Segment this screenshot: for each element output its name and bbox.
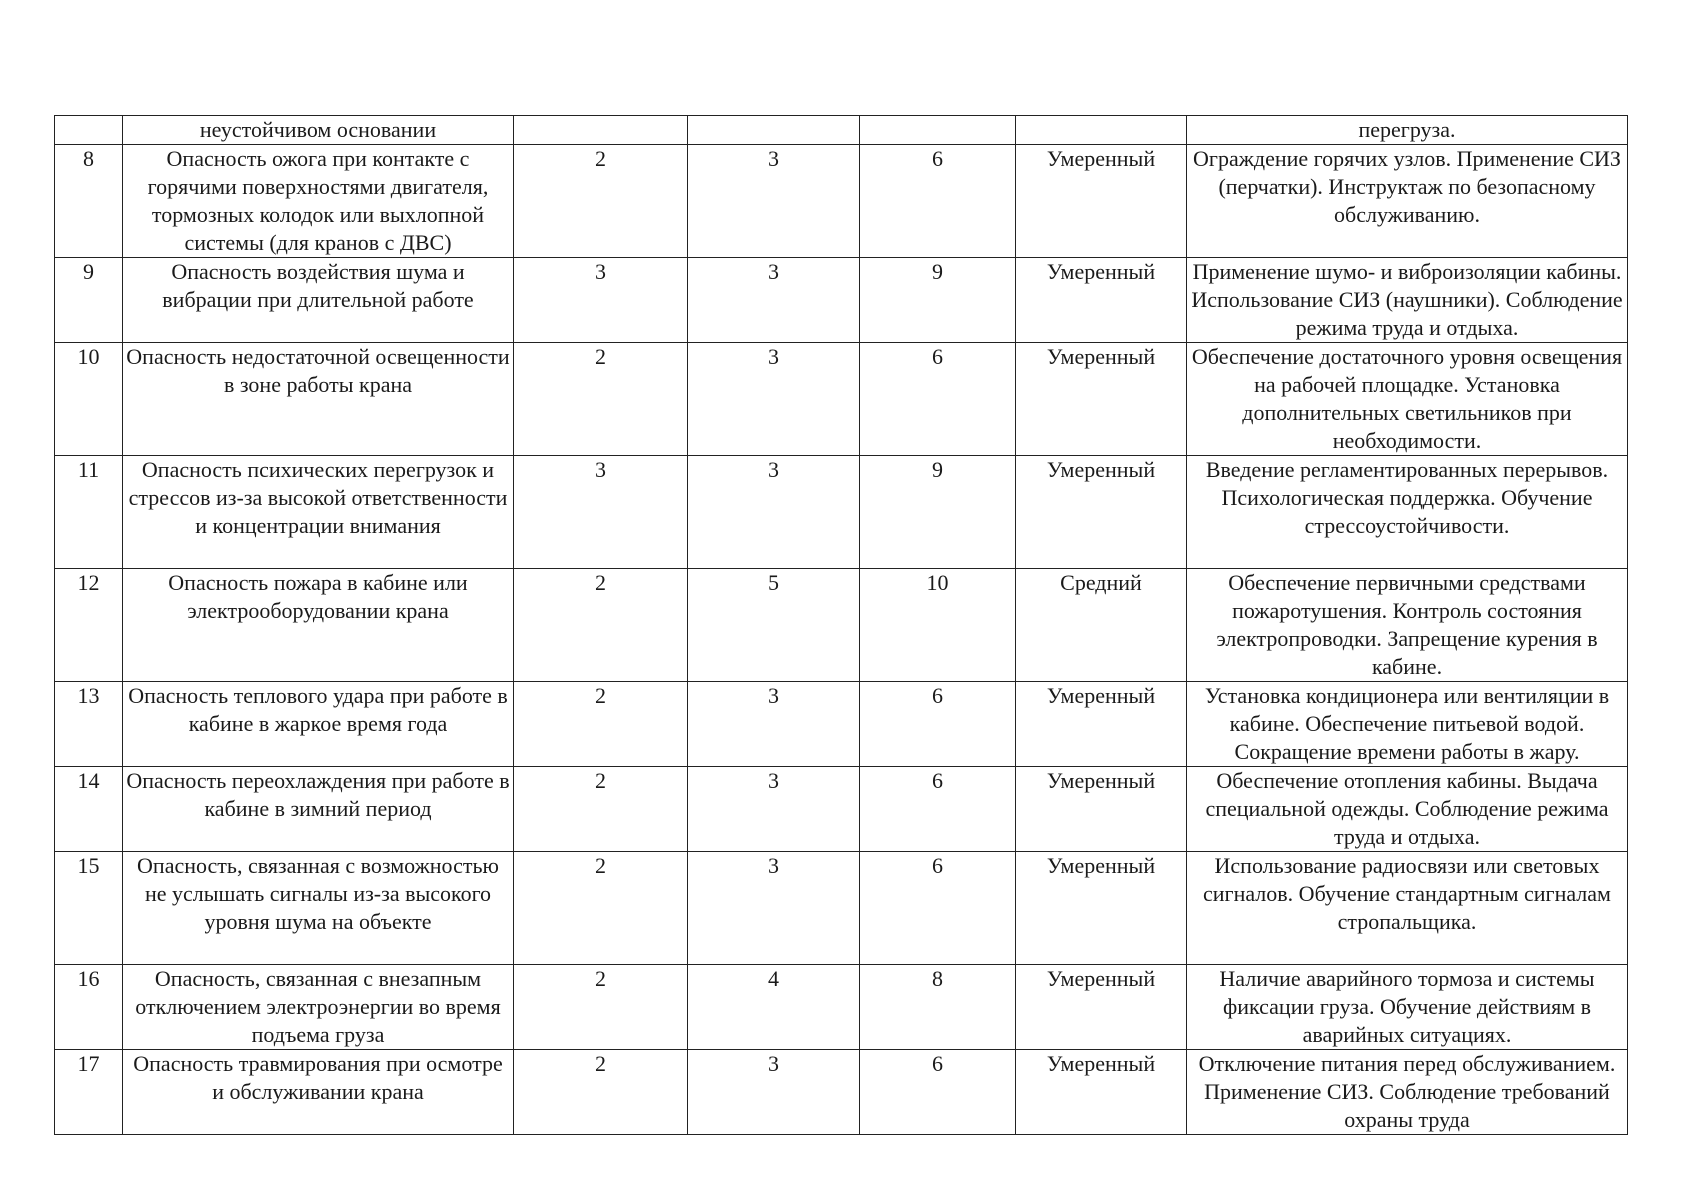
hazard-cell: Опасность пожара в кабине или электрооборудовании крана bbox=[123, 569, 514, 682]
measures-cell: Обеспечение первичными средствами пожаротушения. Контроль состояния электропроводки. Запрещение курения в кабине. bbox=[1187, 569, 1628, 682]
probability-cell bbox=[514, 116, 688, 145]
table-row bbox=[55, 1050, 1628, 1135]
probability-cell: 2 bbox=[514, 767, 688, 852]
measures-cell: Обеспечение достаточного уровня освещения на рабочей площадке. Установка дополнительных светильников при необходимости. bbox=[1187, 343, 1628, 456]
measures-cell: Установка кондиционера или вентиляции в кабине. Обеспечение питьевой водой. Сокращение времени работы в жару. bbox=[1187, 682, 1628, 767]
hazard-cell: Опасность переохлаждения при работе в кабине в зимний период bbox=[123, 767, 514, 852]
row-number-cell: 16 bbox=[55, 965, 123, 1050]
severity-cell: 3 bbox=[688, 1050, 860, 1135]
severity-cell: 3 bbox=[688, 767, 860, 852]
table-row bbox=[55, 965, 1628, 1050]
probability-cell: 2 bbox=[514, 145, 688, 258]
measures-cell: перегруза. bbox=[1187, 116, 1628, 145]
risk-score-cell: 6 bbox=[860, 343, 1016, 456]
risk-score-cell: 10 bbox=[860, 569, 1016, 682]
severity-cell: 3 bbox=[688, 682, 860, 767]
hazard-cell: Опасность травмирования при осмотре и обслуживании крана bbox=[123, 1050, 514, 1135]
table-row bbox=[55, 682, 1628, 767]
row-number-cell: 15 bbox=[55, 852, 123, 965]
probability-cell: 2 bbox=[514, 569, 688, 682]
table-row bbox=[55, 767, 1628, 852]
table-row bbox=[55, 456, 1628, 569]
table-row bbox=[55, 569, 1628, 682]
severity-cell: 3 bbox=[688, 145, 860, 258]
hazard-cell: Опасность, связанная с возможностью не услышать сигналы из-за высокого уровня шума на объекте bbox=[123, 852, 514, 965]
hazard-cell: неустойчивом основании bbox=[123, 116, 514, 145]
probability-cell: 2 bbox=[514, 852, 688, 965]
risk-level-cell: Умеренный bbox=[1016, 767, 1187, 852]
risk-score-cell: 9 bbox=[860, 456, 1016, 569]
risk-score-cell: 6 bbox=[860, 145, 1016, 258]
hazard-cell: Опасность теплового удара при работе в кабине в жаркое время года bbox=[123, 682, 514, 767]
measures-cell: Ограждение горячих узлов. Применение СИЗ (перчатки). Инструктаж по безопасному обслуживанию. bbox=[1187, 145, 1628, 258]
severity-cell: 3 bbox=[688, 852, 860, 965]
risk-level-cell: Умеренный bbox=[1016, 852, 1187, 965]
risk-level-cell: Умеренный bbox=[1016, 145, 1187, 258]
measures-cell: Отключение питания перед обслуживанием. Применение СИЗ. Соблюдение требований охраны труда bbox=[1187, 1050, 1628, 1135]
hazard-cell: Опасность воздействия шума и вибрации при длительной работе bbox=[123, 258, 514, 343]
severity-cell: 4 bbox=[688, 965, 860, 1050]
risk-level-cell: Умеренный bbox=[1016, 1050, 1187, 1135]
measures-cell: Применение шумо- и виброизоляции кабины. Использование СИЗ (наушники). Соблюдение режима труда и отдыха. bbox=[1187, 258, 1628, 343]
probability-cell: 2 bbox=[514, 682, 688, 767]
table-row bbox=[55, 258, 1628, 343]
row-number-cell: 13 bbox=[55, 682, 123, 767]
severity-cell: 3 bbox=[688, 456, 860, 569]
risk-assessment-table bbox=[54, 115, 1628, 1135]
risk-level-cell: Умеренный bbox=[1016, 682, 1187, 767]
risk-score-cell: 6 bbox=[860, 852, 1016, 965]
table-row bbox=[55, 343, 1628, 456]
hazard-cell: Опасность психических перегрузок и стрессов из-за высокой ответственности и концентрации внимания bbox=[123, 456, 514, 569]
risk-score-cell: 6 bbox=[860, 767, 1016, 852]
row-number-cell: 8 bbox=[55, 145, 123, 258]
risk-score-cell: 6 bbox=[860, 682, 1016, 767]
risk-level-cell: Умеренный bbox=[1016, 258, 1187, 343]
probability-cell: 3 bbox=[514, 258, 688, 343]
measures-cell: Обеспечение отопления кабины. Выдача специальной одежды. Соблюдение режима труда и отдыха. bbox=[1187, 767, 1628, 852]
severity-cell: 3 bbox=[688, 258, 860, 343]
probability-cell: 3 bbox=[514, 456, 688, 569]
table-row bbox=[55, 145, 1628, 258]
risk-score-cell bbox=[860, 116, 1016, 145]
risk-level-cell: Умеренный bbox=[1016, 965, 1187, 1050]
severity-cell bbox=[688, 116, 860, 145]
probability-cell: 2 bbox=[514, 965, 688, 1050]
hazard-cell: Опасность недостаточной освещенности в зоне работы крана bbox=[123, 343, 514, 456]
row-number-cell: 9 bbox=[55, 258, 123, 343]
risk-score-cell: 8 bbox=[860, 965, 1016, 1050]
severity-cell: 5 bbox=[688, 569, 860, 682]
measures-cell: Введение регламентированных перерывов. Психологическая поддержка. Обучение стрессоустойчивости. bbox=[1187, 456, 1628, 569]
row-number-cell bbox=[55, 116, 123, 145]
risk-level-cell bbox=[1016, 116, 1187, 145]
row-number-cell: 10 bbox=[55, 343, 123, 456]
measures-cell: Наличие аварийного тормоза и системы фиксации груза. Обучение действиям в аварийных ситуациях. bbox=[1187, 965, 1628, 1050]
hazard-cell: Опасность, связанная с внезапным отключением электроэнергии во время подъема груза bbox=[123, 965, 514, 1050]
table-row bbox=[55, 116, 1628, 145]
risk-level-cell: Средний bbox=[1016, 569, 1187, 682]
measures-cell: Использование радиосвязи или световых сигналов. Обучение стандартным сигналам стропальщика. bbox=[1187, 852, 1628, 965]
hazard-cell: Опасность ожога при контакте с горячими поверхностями двигателя, тормозных колодок или выхлопной системы (для кранов с ДВС) bbox=[123, 145, 514, 258]
row-number-cell: 17 bbox=[55, 1050, 123, 1135]
row-number-cell: 11 bbox=[55, 456, 123, 569]
risk-level-cell: Умеренный bbox=[1016, 456, 1187, 569]
row-number-cell: 12 bbox=[55, 569, 123, 682]
row-number-cell: 14 bbox=[55, 767, 123, 852]
table-row bbox=[55, 852, 1628, 965]
probability-cell: 2 bbox=[514, 343, 688, 456]
risk-score-cell: 6 bbox=[860, 1050, 1016, 1135]
probability-cell: 2 bbox=[514, 1050, 688, 1135]
risk-score-cell: 9 bbox=[860, 258, 1016, 343]
severity-cell: 3 bbox=[688, 343, 860, 456]
risk-level-cell: Умеренный bbox=[1016, 343, 1187, 456]
